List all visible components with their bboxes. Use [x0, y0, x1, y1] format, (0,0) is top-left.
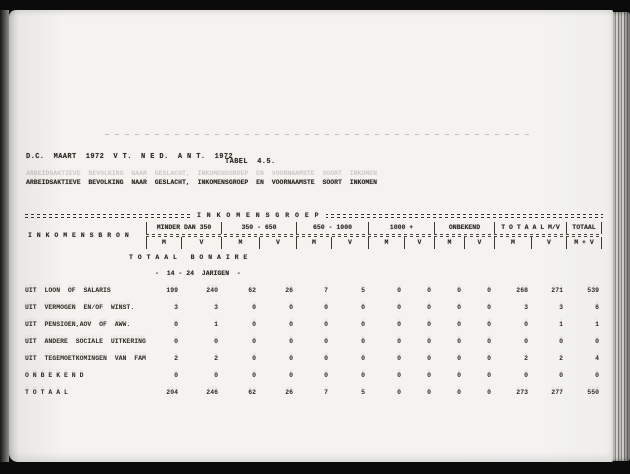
row-label: T O T A A L: [25, 389, 68, 396]
page-edge-stack: [613, 12, 630, 461]
subcolumn-header: M: [146, 237, 181, 249]
data-cell: 0: [595, 372, 599, 379]
data-cell: 0: [487, 372, 491, 379]
data-cell: 0: [457, 372, 461, 379]
data-cell: 0: [487, 389, 491, 396]
data-cell: 0: [361, 338, 365, 345]
data-cell: 0: [174, 338, 178, 345]
row-label: UIT VERMOGEN EN/OF WINST.: [25, 304, 135, 311]
data-cell: 0: [457, 287, 461, 294]
column-group-header: ONBEKEND: [434, 222, 494, 234]
data-cell: 62: [248, 287, 256, 294]
data-cell: 0: [457, 389, 461, 396]
data-cell: 268: [516, 287, 528, 294]
data-cell: 0: [397, 355, 401, 362]
data-cell: 0: [427, 372, 431, 379]
data-cell: 0: [487, 355, 491, 362]
row-label: O N B E K E N D: [25, 372, 84, 379]
data-cell: 0: [324, 304, 328, 311]
table-group-header: I N K O M E N S G R O E P: [191, 212, 326, 219]
data-cell: 7: [324, 389, 328, 396]
data-cell: 2: [174, 355, 178, 362]
subcolumn-header: V: [259, 237, 296, 249]
subcolumn-header: V: [181, 237, 221, 249]
data-cell: 0: [252, 321, 256, 328]
data-cell: 0: [559, 338, 563, 345]
table-top-border: [25, 212, 603, 222]
document-header-line: D.C. MAART 1972 V T. N E D. A N T. 1972: [26, 153, 234, 161]
data-cell: 0: [324, 338, 328, 345]
data-cell: 0: [524, 372, 528, 379]
column-group-header: 350 - 650: [221, 222, 296, 234]
data-cell: 0: [427, 338, 431, 345]
column-group-header: TOTAAL: [566, 222, 602, 234]
row-label: UIT ANDERE SOCIALE UITKERING: [25, 338, 146, 345]
column-group-header: MINDER DAN 350: [146, 222, 221, 234]
data-cell: 0: [289, 304, 293, 311]
subcolumn-header: M: [221, 237, 259, 249]
data-cell: 0: [289, 372, 293, 379]
data-cell: 5: [361, 389, 365, 396]
subcolumn-header: M + V: [566, 237, 602, 249]
data-cell: 204: [166, 389, 178, 396]
page-title: ARBEIDSAKTIEVE BEVOLKING NAAR GESLACHT, INKOMENSGROEP EN VOORNAAMSTE SOORT INKOMEN: [26, 179, 378, 186]
data-cell: 6: [595, 304, 599, 311]
data-cell: 246: [206, 389, 218, 396]
data-cell: 62: [248, 389, 256, 396]
section-subtitle: - 14 - 24 JARIGEN -: [155, 270, 241, 277]
data-cell: 1: [595, 321, 599, 328]
table-row-header: I N K O M E N S B R O N: [28, 232, 130, 239]
data-cell: 0: [524, 338, 528, 345]
data-cell: 0: [324, 355, 328, 362]
subcolumn-header: V: [404, 237, 434, 249]
data-cell: 277: [551, 389, 563, 396]
data-cell: 0: [487, 287, 491, 294]
data-cell: 2: [214, 355, 218, 362]
data-cell: 0: [361, 372, 365, 379]
data-cell: 0: [289, 338, 293, 345]
column-group-header: T O T A A L M/V: [494, 222, 566, 234]
data-cell: 1: [214, 321, 218, 328]
data-cell: 3: [559, 304, 563, 311]
data-cell: 0: [457, 355, 461, 362]
data-cell: 5: [361, 287, 365, 294]
data-cell: 0: [214, 338, 218, 345]
data-cell: 0: [252, 355, 256, 362]
row-label: UIT LOON OF SALARIS: [25, 287, 111, 294]
subcolumn-header: V: [531, 237, 566, 249]
subcolumn-header: M: [296, 237, 331, 249]
document-page: [9, 10, 613, 462]
data-cell: 240: [206, 287, 218, 294]
data-cell: 0: [397, 287, 401, 294]
data-cell: 7: [324, 287, 328, 294]
data-cell: 0: [214, 372, 218, 379]
data-cell: 0: [174, 372, 178, 379]
data-cell: 0: [397, 338, 401, 345]
data-cell: 2: [559, 355, 563, 362]
data-cell: 0: [397, 389, 401, 396]
data-cell: 0: [595, 338, 599, 345]
data-cell: 0: [289, 321, 293, 328]
data-cell: 0: [324, 321, 328, 328]
data-cell: 0: [427, 304, 431, 311]
subcolumn-header: M: [368, 237, 404, 249]
data-cell: 0: [457, 338, 461, 345]
data-cell: 550: [587, 389, 599, 396]
data-cell: 0: [457, 304, 461, 311]
data-cell: 271: [551, 287, 563, 294]
income-table: [25, 212, 603, 402]
data-cell: 273: [516, 389, 528, 396]
data-cell: 0: [427, 389, 431, 396]
row-label: UIT TEGEMOETKOMINGEN VAN FAM: [25, 355, 146, 362]
data-cell: 0: [397, 321, 401, 328]
data-cell: 3: [524, 304, 528, 311]
data-cell: 0: [289, 355, 293, 362]
data-cell: 0: [361, 321, 365, 328]
subcolumn-header: V: [464, 237, 494, 249]
data-cell: 0: [397, 372, 401, 379]
data-cell: 539: [587, 287, 599, 294]
row-label: UIT PENSIOEN,AOV OF AWW.: [25, 321, 131, 328]
data-cell: 0: [427, 287, 431, 294]
data-cell: 0: [252, 372, 256, 379]
data-cell: 2: [524, 355, 528, 362]
data-cell: 0: [487, 338, 491, 345]
data-cell: 0: [397, 304, 401, 311]
subcolumn-header: M: [434, 237, 464, 249]
data-cell: 26: [285, 389, 293, 396]
table-grid: [25, 222, 603, 402]
data-cell: 0: [174, 321, 178, 328]
data-cell: 1: [559, 321, 563, 328]
data-cell: 0: [252, 338, 256, 345]
data-cell: 0: [487, 304, 491, 311]
column-group-header: 1000 +: [368, 222, 434, 234]
data-cell: 3: [214, 304, 218, 311]
data-cell: 0: [524, 321, 528, 328]
data-cell: 4: [595, 355, 599, 362]
data-cell: 0: [487, 321, 491, 328]
data-cell: 3: [174, 304, 178, 311]
subtitle-print-through-ghost: ARBEIDSAKTIEVE BEVOLKING NAAR GESLACHT, INKOMENSGROEP EN VOORNAAMSTE SOORT INKOMEN: [26, 170, 378, 177]
data-cell: 199: [166, 287, 178, 294]
data-cell: 0: [559, 372, 563, 379]
subcolumn-header: V: [331, 237, 368, 249]
subcolumn-header: M: [494, 237, 531, 249]
print-through-ghost-line: [105, 133, 529, 136]
data-cell: 0: [427, 355, 431, 362]
data-cell: 0: [457, 321, 461, 328]
column-group-header: 650 - 1000: [296, 222, 368, 234]
table-number-label: TABEL 4.5.: [225, 158, 276, 166]
data-cell: 0: [361, 355, 365, 362]
book-spine: [0, 10, 9, 462]
data-cell: 0: [324, 372, 328, 379]
data-cell: 0: [252, 304, 256, 311]
data-cell: 26: [285, 287, 293, 294]
data-cell: 0: [361, 304, 365, 311]
data-cell: 0: [427, 321, 431, 328]
section-title: T O T A A L B O N A I R E: [129, 254, 248, 261]
